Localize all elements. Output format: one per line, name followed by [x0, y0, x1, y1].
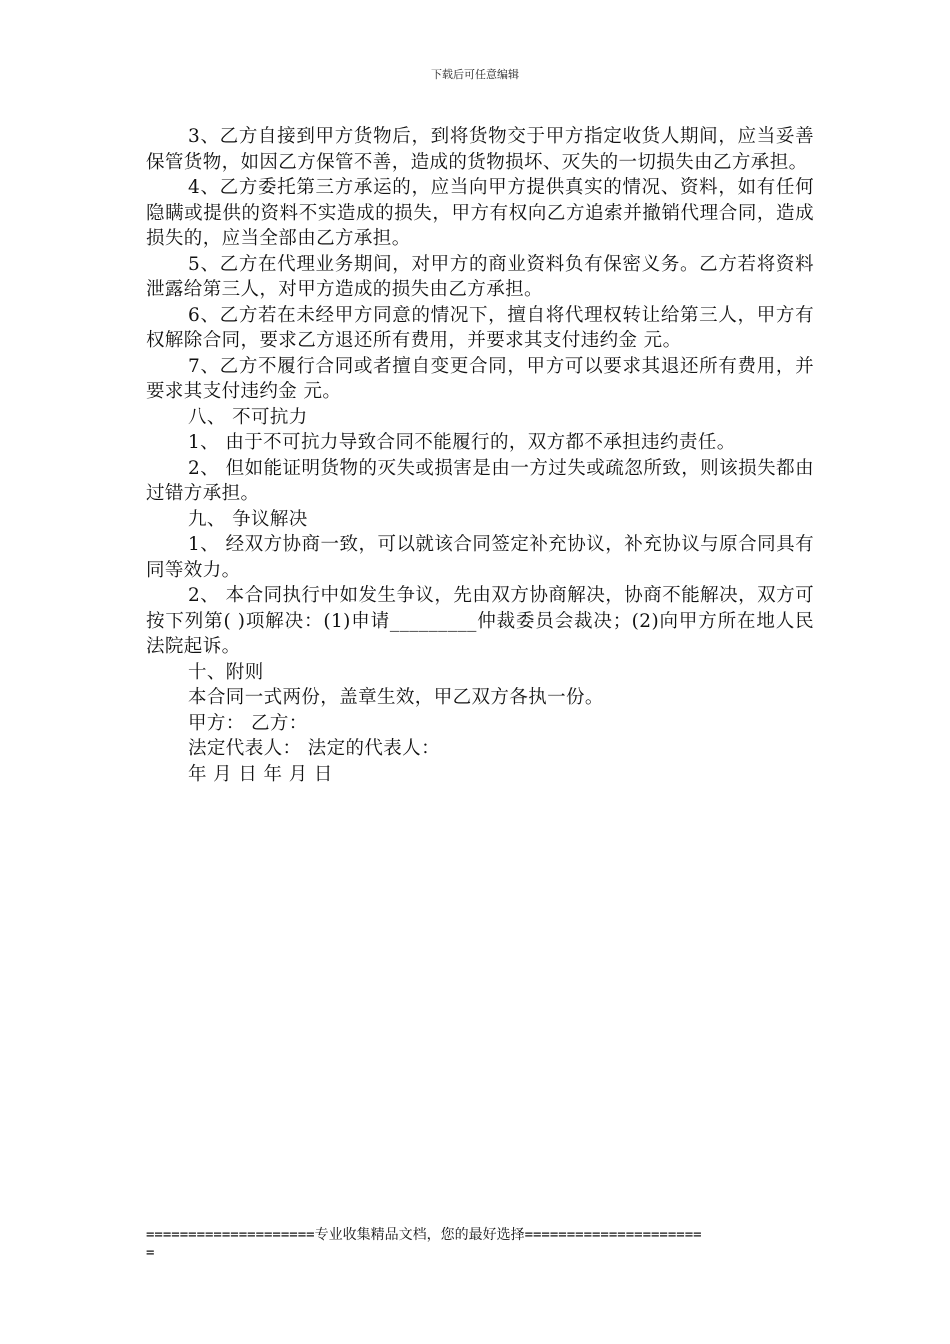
clause-7: 7、乙方不履行合同或者擅自变更合同，甲方可以要求其退还所有费用，并要求其支付违约金 元。 — [146, 355, 814, 402]
date-line: 年 月 日 年 月 日 — [188, 763, 333, 785]
section-heading-force-majeure: 八、 不可抗力 — [188, 406, 308, 428]
clause-5: 5、乙方在代理业务期间，对甲方的商业资料负有保密义务。乙方若将资料泄露给第三人，对甲方造成的损失由乙方承担。 — [146, 253, 814, 300]
legal-representative-line: 法定代表人： 法定的代表人： — [188, 738, 440, 759]
supplementary-text: 本合同一式两份，盖章生效，甲乙双方各执一份。 — [188, 687, 604, 708]
force-majeure-item-1: 1、 由于不可抗力导致合同不能履行的，双方都不承担违约责任。 — [188, 432, 736, 453]
footer-line-2: = — [146, 1245, 155, 1261]
party-signature-line: 甲方： 乙方： — [188, 712, 308, 734]
page-footer — [146, 1226, 816, 1262]
page-header: 下载后可任意编辑 — [431, 68, 519, 81]
section-heading-dispute: 九、 争议解决 — [188, 508, 308, 530]
dispute-item-2: 2、 本合同执行中如发生争议，先由双方协商解决，协商不能解决，双方可按下列第( )项解决：(1)申请_________仲裁委员会裁决；(2)向甲方所在地人民法院起诉。 — [146, 585, 814, 657]
clause-6: 6、乙方若在未经甲方同意的情况下，擅自将代理权转让给第三人，甲方有权解除合同，要求乙方退还所有费用，并要求其支付违约金 元。 — [146, 304, 814, 351]
dispute-item-1: 1、 经双方协商一致，可以就该合同签定补充协议，补充协议与原合同具有同等效力。 — [146, 534, 814, 581]
force-majeure-item-2: 2、 但如能证明货物的灭失或损害是由一方过失或疏忽所致，则该损失都由过错方承担。 — [146, 457, 814, 504]
clause-3: 3、乙方自接到甲方货物后，到将货物交于甲方指定收货人期间，应当妥善保管货物，如因乙方保管不善，造成的货物损坏、灭失的一切损失由乙方承担。 — [146, 126, 814, 173]
clause-4: 4、乙方委托第三方承运的，应当向甲方提供真实的情况、资料，如有任何隐瞒或提供的资料不实造成的损失，甲方有权向乙方追索并撤销代理合同，造成损失的，应当全部由乙方承担。 — [146, 177, 814, 249]
document-body — [146, 124, 814, 787]
section-heading-supplementary: 十、附则 — [188, 661, 264, 683]
footer-line-1: ====================专业收集精品文档，您的最好选择===================== — [146, 1227, 702, 1243]
